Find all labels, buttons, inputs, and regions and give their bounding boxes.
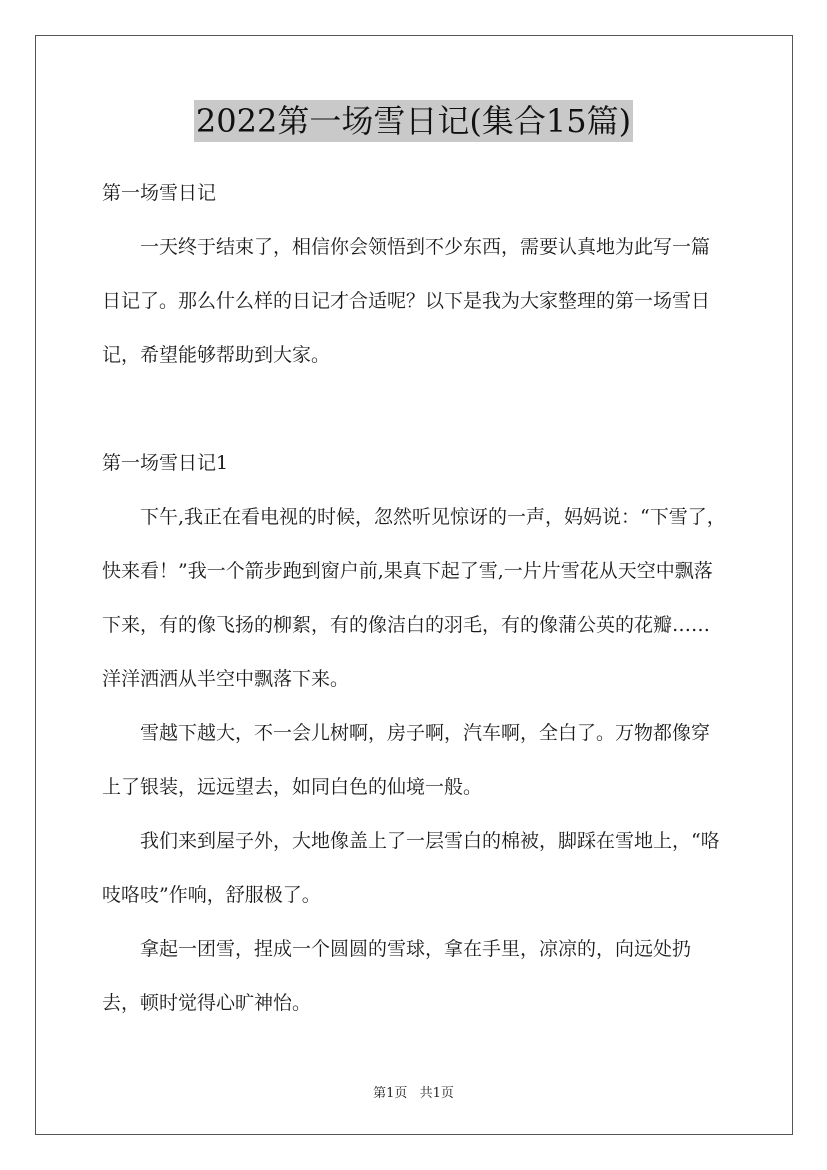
body-paragraph: 我们来到屋子外，大地像盖上了一层雪白的棉被，脚踩在雪地上，“咯吱咯吱”作响，舒服极了。 bbox=[102, 830, 720, 906]
total-pages: 共1页 bbox=[419, 1086, 454, 1101]
document-title: 2022第一场雪日记(集合15篇) bbox=[195, 102, 632, 140]
intro-heading: 第一场雪日记 bbox=[102, 182, 217, 204]
body-paragraph: 下午,我正在看电视的时候，忽然听见惊讶的一声，妈妈说：“下雪了，快来看！”我一个箭步跑到窗户前,果真下起了雪,一片片雪花从天空中飘落下来，有的像飞扬的柳絮，有的像洁白的羽毛，有的像蒲公英的花瓣……洋洋洒洒从半空中飘落下来。 bbox=[102, 506, 726, 690]
title-container bbox=[0, 100, 827, 142]
page-footer bbox=[0, 1082, 827, 1101]
body-paragraph: 拿起一团雪，捏成一个圆圆的雪球，拿在手里，凉凉的，向远处扔去，顿时觉得心旷神怡。 bbox=[102, 938, 692, 1014]
page-number: 第1页 bbox=[373, 1086, 408, 1101]
paragraph-gap bbox=[102, 382, 727, 436]
section-heading: 第一场雪日记1 bbox=[102, 452, 229, 474]
body-paragraph: 雪越下越大，不一会儿树啊，房子啊，汽车啊，全白了。万物都像穿上了银装，远远望去，如同白色的仙境一般。 bbox=[102, 722, 711, 798]
intro-paragraph: 一天终于结束了，相信你会领悟到不少东西，需要认真地为此写一篇日记了。那么什么样的日记才合适呢？以下是我为大家整理的第一场雪日记，希望能够帮助到大家。 bbox=[102, 236, 711, 366]
document-body bbox=[102, 166, 727, 1030]
